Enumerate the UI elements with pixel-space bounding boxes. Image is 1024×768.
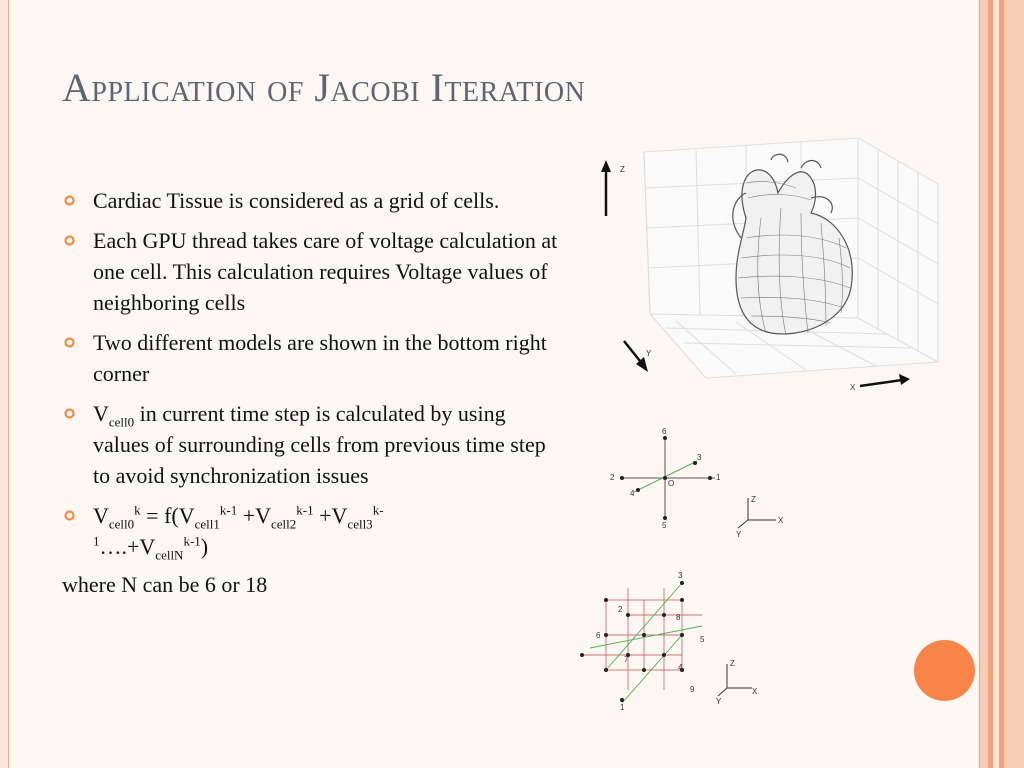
mini-axes (738, 498, 776, 528)
z-arrowhead-icon (601, 160, 611, 172)
bullet-list (62, 185, 582, 600)
node-label: 9 (690, 685, 695, 694)
formula-subscript: cell0 (108, 516, 135, 532)
node-label: 1 (620, 703, 625, 712)
axis-label-z: Z (730, 659, 735, 668)
node-label: 3 (697, 453, 702, 462)
node-label: 1 (716, 473, 721, 482)
formula-term: = f(V (140, 503, 195, 528)
eighteen-neighbor-figure (572, 568, 782, 714)
node-label: 7 (624, 655, 629, 664)
bullet-icon (64, 225, 75, 246)
node-label: 4 (630, 489, 635, 498)
bullet-text: in current time step is calculated by using values of surrounding cells from previous time step to avoid synchronization issues (93, 401, 546, 488)
formula-superscript: k-1 (93, 502, 384, 549)
formula-term: V (93, 503, 109, 528)
mini-axes (718, 664, 752, 696)
x-arrowhead-icon (899, 374, 910, 385)
formula-subscript: cell2 (271, 516, 297, 532)
formula-superscript: k-1 (296, 502, 314, 518)
axis-label-x: X (778, 516, 784, 525)
formula-subscript: cellN (155, 547, 184, 563)
bullet-item (62, 500, 473, 562)
bullet-icon (64, 500, 75, 521)
footnote-text: where N can be 6 or 18 (62, 572, 268, 597)
border-stripe (1004, 0, 1024, 768)
formula-subscript: cell3 (347, 516, 373, 532)
axis-label-y: Y (646, 349, 652, 358)
voltage-symbol: V (93, 401, 109, 426)
bullet-icon (64, 398, 75, 419)
formula-superscript: k-1 (219, 502, 238, 518)
formula-term: ….+V (99, 534, 156, 559)
formula (93, 502, 384, 563)
axis-label-y: Y (736, 530, 742, 539)
bullet-text: Two different models are shown in the bottom right corner (93, 330, 547, 386)
node-label: 8 (676, 613, 681, 622)
cell-subscript: cell0 (108, 414, 135, 430)
node-label: 5 (662, 521, 667, 530)
node-label: 6 (662, 428, 667, 436)
axis-label-x: X (850, 383, 856, 392)
x-axis-arrow (860, 380, 902, 386)
formula-term: +V (237, 503, 272, 528)
node-label: 5 (700, 635, 705, 644)
bullet-item (62, 327, 582, 389)
axis-label-z: Z (620, 165, 625, 174)
slide-title: Application of Jacobi Iteration (62, 65, 586, 110)
bullet-item (62, 185, 582, 216)
eighteen-node-labels (596, 571, 705, 712)
node-label: O (668, 479, 675, 488)
node-label: 2 (610, 473, 615, 482)
bullet-item (62, 225, 582, 318)
six-neighbor-figure (600, 428, 800, 552)
formula-superscript: k (134, 502, 141, 518)
axis-label-z: Z (751, 495, 756, 504)
bullet-text: Each GPU thread takes care of voltage calculation at one cell. This calculation requires Voltage values of neighboring cells (93, 228, 558, 315)
axis-label-x: X (752, 687, 758, 696)
node-label: 3 (678, 571, 683, 580)
bullet-item (62, 398, 553, 491)
axis-label-y: Y (716, 697, 722, 706)
formula-superscript: k-1 (183, 533, 201, 549)
formula-term: +V (313, 503, 348, 528)
border-stripe (0, 0, 8, 768)
node-label: 6 (596, 631, 601, 640)
bullet-text: Cardiac Tissue is considered as a grid of cells. (93, 188, 500, 213)
heart-grid-figure (596, 138, 942, 404)
formula-subscript: cell1 (194, 516, 220, 532)
bullet-icon (64, 185, 75, 206)
bullet-icon (64, 327, 75, 348)
decorative-circle (914, 640, 975, 701)
node-label: 4 (678, 663, 683, 672)
formula-term: ) (200, 534, 209, 559)
node-label: 2 (618, 605, 623, 614)
